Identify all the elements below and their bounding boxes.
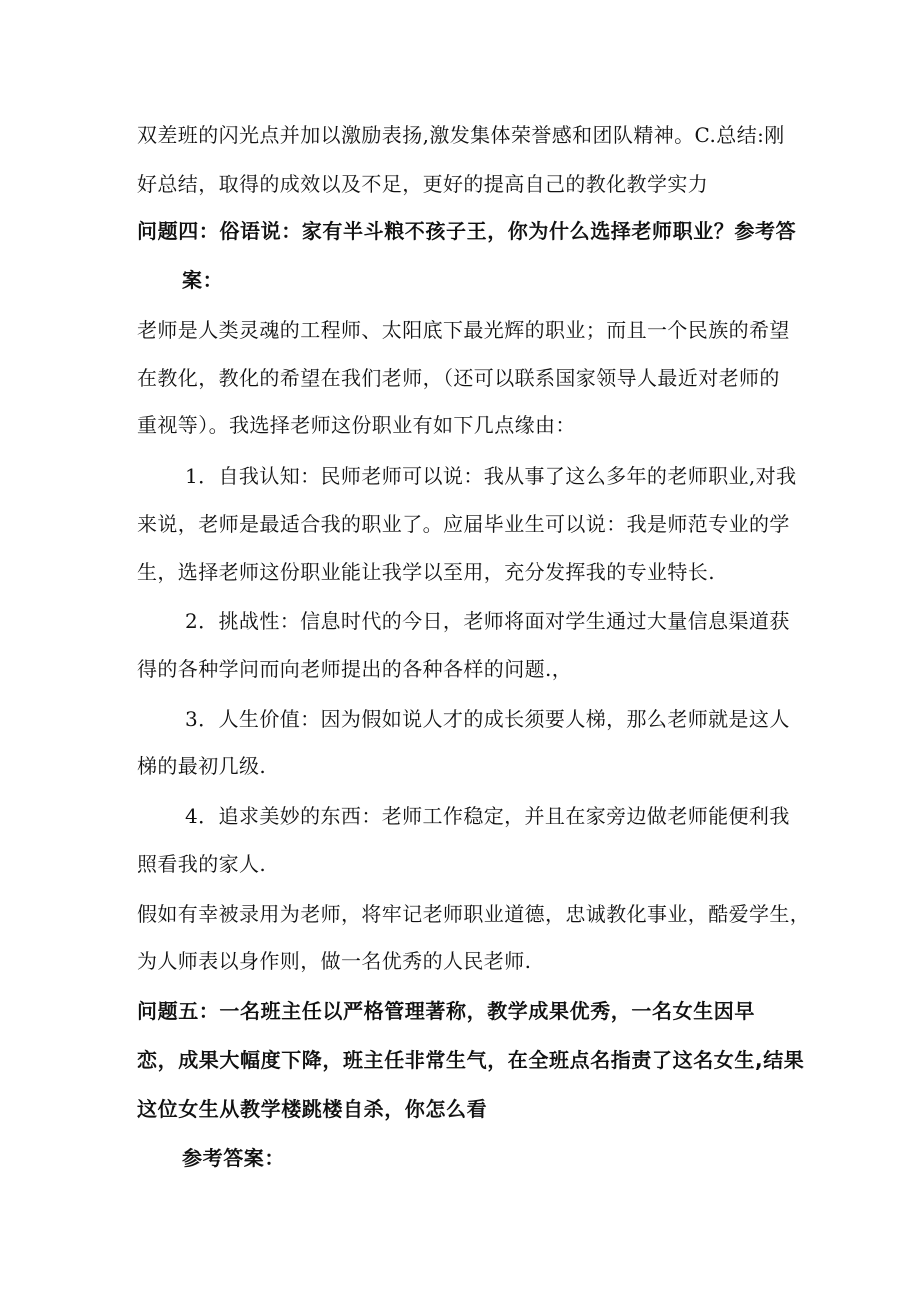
- body-text-line: 双差班的闪光点并加以激励表扬,激发集体荣誉感和团队精神。C.总结:刚: [137, 123, 785, 147]
- question-heading-continued: 这位女生从教学楼跳楼自杀，你怎么看: [137, 1097, 488, 1121]
- list-item-line: 3．人生价值：因为假如说人才的成长须要人梯，那么老师就是这人: [185, 707, 790, 731]
- list-item-line: 2．挑战性：信息时代的今日，老师将面对学生通过大量信息渠道获: [185, 609, 790, 633]
- list-item-line: 4．追求美妙的东西：老师工作稳定，并且在家旁边做老师能便利我: [185, 804, 790, 828]
- question-heading: 问题五：一名班主任以严格管理著称，教学成果优秀，一名女生因早: [137, 999, 755, 1023]
- body-text-line: 照看我的家人.: [137, 852, 267, 876]
- body-text-line: 得的各种学问而向老师提出的各种各样的问题.，: [137, 657, 573, 681]
- question-heading-continued: 案：: [182, 268, 224, 292]
- body-text-line: 好总结，取得的成效以及不足，更好的提高自己的教化教学实力: [137, 172, 709, 196]
- body-text-line: 生，选择老师这份职业能让我学以至用，充分发挥我的专业特长.: [137, 560, 715, 584]
- question-heading: 问题四：俗语说：家有半斗粮不孩子王，你为什么选择老师职业？参考答: [137, 219, 797, 243]
- body-text-line: 重视等）。我选择老师这份职业有如下几点缘由：: [137, 413, 576, 437]
- question-heading-continued: 恋，成果大幅度下降，班主任非常生气，在全班点名指责了这名女生,结果: [137, 1048, 805, 1072]
- body-text-line: 在教化，教化的希望在我们老师，（还可以联系国家领导人最近对老师的: [137, 366, 780, 390]
- body-text-line: 老师是人类灵魂的工程师、太阳底下最光辉的职业；而且一个民族的希望: [137, 318, 790, 342]
- body-text-line: 假如有幸被录用为老师，将牢记老师职业道德，忠诚教化事业，酷爱学生，: [137, 902, 811, 926]
- body-text-line: 为人师表以身作则，做一名优秀的人民老师.: [137, 949, 532, 973]
- body-text-line: 来说，老师是最适合我的职业了。应届毕业生可以说：我是师范专业的学: [137, 512, 790, 536]
- list-item-line: 1．自我认知：民师老师可以说：我从事了这么多年的老师职业,对我: [185, 464, 797, 488]
- body-text-line: 梯的最初几级.: [137, 754, 267, 778]
- answer-label: 参考答案：: [182, 1146, 285, 1170]
